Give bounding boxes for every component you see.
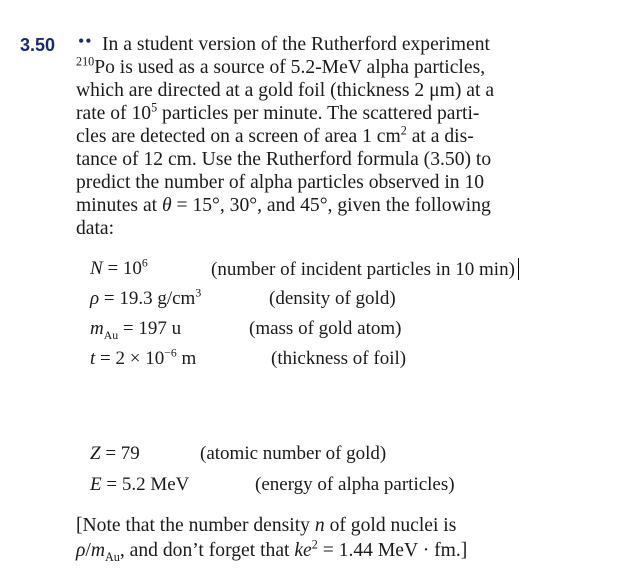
text-cursor	[518, 258, 519, 280]
value-N: = 10	[102, 258, 142, 279]
statement-line-5-pre: cles are detected on a screen of area 1 cm	[76, 126, 401, 147]
data-row-desc: (energy of alpha particles)	[255, 474, 455, 495]
var-Z: Z	[90, 443, 101, 464]
value-t: = 2 × 10	[95, 348, 165, 369]
rate-exponent: 5	[151, 100, 158, 115]
value-Z: = 79	[100, 443, 140, 464]
value-rho: = 19.3 g/cm	[99, 288, 196, 309]
var-m: m	[90, 318, 104, 339]
note-line-1-pre: [Note that the number density	[76, 515, 315, 536]
statement-line-1: In a student version of the Rutherford experiment	[102, 34, 490, 55]
data-row-desc: (density of gold)	[269, 288, 396, 309]
data-row-lhs	[90, 318, 181, 340]
statement-line-4-pre: rate of 10	[76, 103, 152, 124]
value-t-unit: m	[176, 348, 197, 369]
note-line-2-mid: , and don’t forget that	[119, 540, 295, 561]
note-m-subscript: Au	[105, 549, 120, 564]
data-row-lhs	[90, 443, 140, 465]
statement-line-8	[76, 194, 491, 217]
value-N-exponent: 6	[141, 256, 148, 270]
var-n: n	[314, 515, 325, 536]
data-row-lhs	[90, 474, 189, 496]
area-exponent: 2	[400, 123, 407, 138]
data-row-lhs	[90, 258, 148, 280]
value-m: = 197 u	[118, 318, 182, 339]
statement-line-8-pre: minutes at	[76, 195, 162, 216]
statement-line-4-post: particles per minute. The scattered parti-	[157, 103, 480, 124]
value-t-exponent: −6	[164, 346, 177, 360]
statement-line-2-text: Po is used as a source of 5.2-MeV alpha particles,	[94, 57, 486, 78]
data-row-lhs	[90, 348, 196, 370]
statement-line-8-post: = 15°, 30°, and 45°, given the following	[171, 195, 491, 216]
statement-line-5-post: at a dis-	[406, 126, 474, 147]
data-row-desc	[211, 258, 519, 281]
var-m-subscript: Au	[103, 328, 119, 342]
statement-line-4	[76, 102, 479, 125]
note-ke-exponent: 2	[311, 537, 318, 552]
data-row-desc: (atomic number of gold)	[200, 443, 387, 464]
statement-line-6: tance of 12 cm. Use the Rutherford formula (3.50) to	[76, 149, 492, 170]
statement-line-2	[76, 56, 485, 79]
var-t: t	[90, 348, 96, 369]
isotope-mass-number: 210	[76, 54, 95, 69]
var-rho: ρ	[90, 288, 100, 309]
difficulty-dots: ••	[78, 31, 93, 51]
note-ke: ke	[294, 540, 312, 561]
var-E: E	[90, 474, 102, 495]
value-rho-exponent: 3	[195, 286, 202, 300]
note-slash: /	[85, 540, 91, 561]
theta-symbol: θ	[161, 195, 172, 216]
value-E: = 5.2 MeV	[101, 474, 190, 495]
note-rho: ρ	[76, 540, 86, 561]
desc-N: (number of incident particles in 10 min)	[211, 259, 515, 280]
statement-line-3: which are directed at a gold foil (thickness 2 μm) at a	[76, 80, 495, 101]
note-line-2-post: = 1.44 MeV · fm.]	[317, 540, 468, 561]
note-m: m	[90, 540, 106, 561]
statement-line-7: predict the number of alpha particles observed in 10	[76, 172, 485, 193]
note-line-2	[76, 539, 467, 562]
data-row-desc: (thickness of foil)	[271, 348, 407, 369]
var-N: N	[90, 258, 103, 279]
note-line-1-post: of gold nuclei is	[324, 515, 457, 536]
data-row-desc: (mass of gold atom)	[249, 318, 402, 339]
statement-line-5	[76, 125, 474, 148]
note-line-1	[76, 514, 456, 537]
problem-number: 3.50	[20, 35, 56, 55]
statement-line-9: data:	[76, 218, 115, 239]
data-row-lhs	[90, 288, 201, 310]
